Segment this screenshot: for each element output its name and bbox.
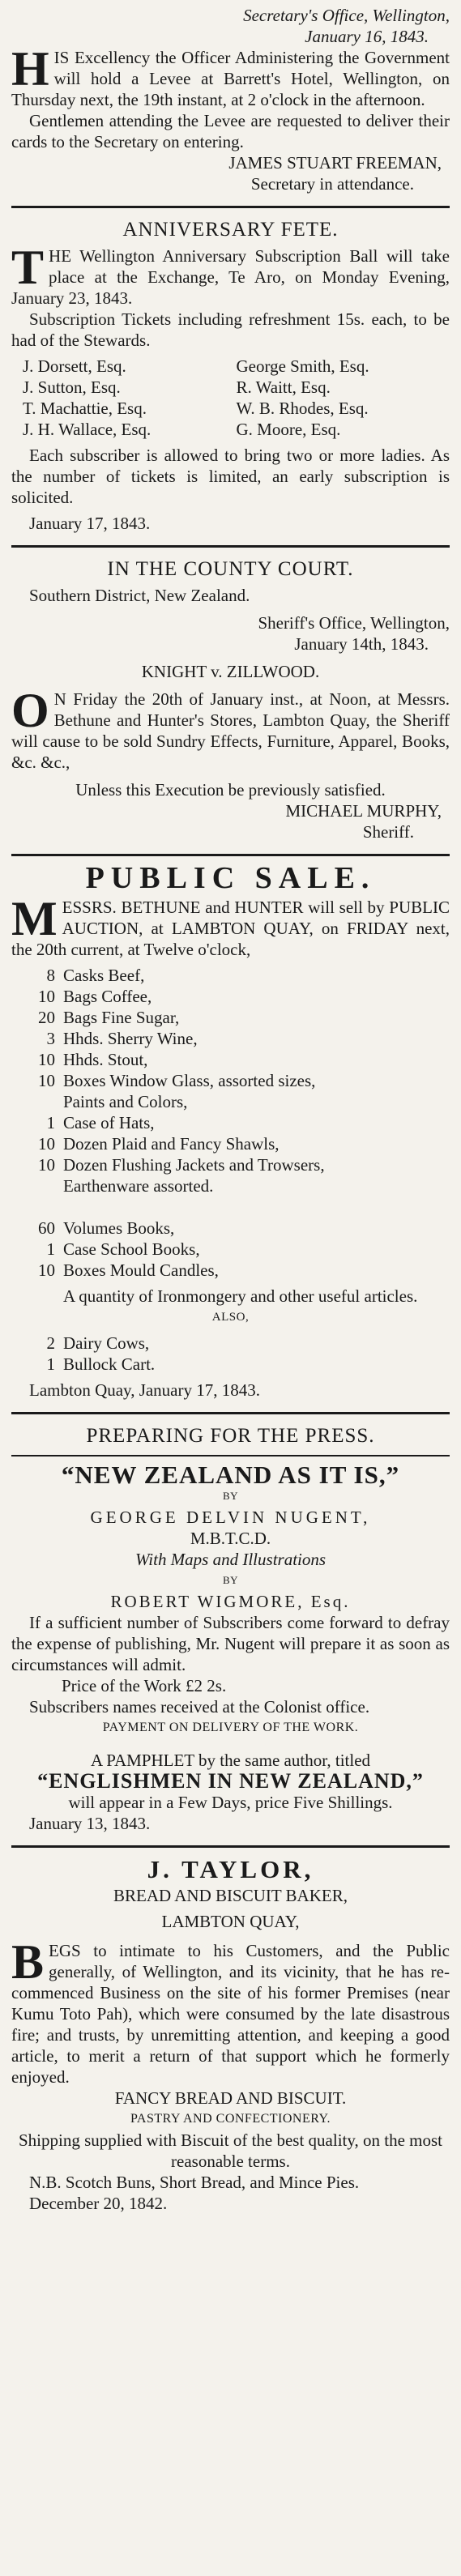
list-item: Paints and Colors, bbox=[63, 1092, 188, 1111]
sale-items bbox=[11, 965, 450, 1196]
court-office: Sheriff's Office, Wellington, bbox=[258, 613, 450, 633]
divider bbox=[11, 1455, 450, 1456]
press-pamphlet-note: will appear in a Few Days, price Five Shillings. bbox=[68, 1793, 393, 1812]
levee-signature: JAMES STUART FREEMAN, bbox=[228, 153, 442, 173]
baker-dropcap: B bbox=[11, 1935, 45, 1989]
fete-body-3: Each subscriber is allowed to bring two or more ladies. As the number of tickets is limited, an early subscription is solicited. bbox=[11, 446, 450, 507]
levee-office: Secretary's Office, Wellington, bbox=[243, 6, 450, 25]
press-subscribers: Subscribers names received at the Colonist office. bbox=[29, 1697, 370, 1717]
levee-dropcap: H bbox=[11, 42, 49, 96]
press-title: “NEW ZEALAND AS IT IS,” bbox=[61, 1461, 400, 1489]
divider bbox=[11, 545, 450, 548]
court-signature: MICHAEL MURPHY, bbox=[285, 801, 442, 821]
sale-items-2 bbox=[11, 1218, 450, 1281]
list-item: 10 Boxes Mould Candles, bbox=[38, 1260, 219, 1280]
press-payment: PAYMENT ON DELIVERY OF THE WORK. bbox=[102, 1721, 359, 1734]
press-date: January 13, 1843. bbox=[29, 1814, 151, 1833]
steward: J. Dorsett, Esq. bbox=[23, 356, 126, 376]
press-maps: With Maps and Illustrations bbox=[134, 1550, 327, 1569]
fete-date: January 17, 1843. bbox=[29, 514, 151, 533]
list-item: 10 Hhds. Stout, bbox=[38, 1050, 148, 1069]
baker-name: J. TAYLOR, bbox=[147, 1855, 314, 1883]
press-by: BY bbox=[222, 1490, 239, 1502]
steward: George Smith, Esq. bbox=[236, 356, 369, 376]
divider bbox=[11, 206, 450, 208]
stewards-list bbox=[11, 356, 450, 440]
sale-heading: PUBLIC SALE. bbox=[85, 861, 376, 895]
court-date: January 14th, 1843. bbox=[294, 634, 429, 654]
list-item: 10 Dozen Plaid and Fancy Shawls, bbox=[38, 1134, 280, 1154]
list-item: Earthenware assorted. bbox=[63, 1176, 214, 1196]
press-price: Price of the Work £2 2s. bbox=[62, 1676, 227, 1695]
sale-notice bbox=[11, 861, 450, 1401]
press-body: If a sufficient number of Subscribers come forward to defray the expense of publishing, Mr. Nugent will prepare it as soon as circumstances will admit. bbox=[11, 1613, 450, 1674]
press-degree: M.B.T.C.D. bbox=[190, 1529, 271, 1548]
list-item: 3 Hhds. Sherry Wine, bbox=[46, 1029, 198, 1048]
baker-notice bbox=[11, 1855, 450, 2214]
fete-notice bbox=[11, 220, 450, 534]
court-role: Sheriff. bbox=[362, 822, 414, 842]
levee-body: IS Excellency the Officer Administering the Government will hold a Levee at Barrett's Hotel, Wellington, on Thursday next, the 19th instant, at 2 o'clock in the afternoon. bbox=[11, 48, 450, 109]
list-item: 10 Boxes Window Glass, assorted sizes, bbox=[38, 1071, 316, 1090]
fete-body: HE Wellington Anniversary Subscription Ball will take place at the Exchange, Te Aro, on Monday Evening, January 23, 1843. bbox=[11, 246, 450, 308]
sale-body: ESSRS. BETHUNE and HUNTER will sell by PUBLIC AUCTION, at LAMBTON QUAY, on FRIDAY next, the 20th current, at Twelve o'clock, bbox=[11, 898, 450, 959]
fete-dropcap: T bbox=[11, 241, 45, 294]
steward: J. H. Wallace, Esq. bbox=[23, 420, 152, 439]
levee-role: Secretary in attendance. bbox=[250, 174, 414, 194]
steward: G. Moore, Esq. bbox=[236, 420, 341, 439]
baker-pastry: PASTRY AND CONFECTIONERY. bbox=[130, 2112, 331, 2126]
list-item: 1 Case School Books, bbox=[46, 1239, 200, 1259]
press-pamphlet: A PAMPHLET by the same author, titled bbox=[90, 1751, 371, 1770]
divider bbox=[11, 854, 450, 856]
fete-heading: ANNIVERSARY FETE. bbox=[122, 219, 339, 241]
steward: J. Sutton, Esq. bbox=[23, 377, 121, 397]
court-dropcap: O bbox=[11, 684, 49, 737]
divider bbox=[11, 1412, 450, 1414]
divider bbox=[11, 1845, 450, 1848]
press-heading: PREPARING FOR THE PRESS. bbox=[86, 1425, 375, 1447]
press-illustrator: ROBERT WIGMORE, Esq. bbox=[110, 1592, 351, 1611]
list-item: 10 Bags Coffee, bbox=[38, 987, 152, 1006]
baker-date: December 20, 1842. bbox=[29, 2194, 168, 2213]
list-item: 1 Bullock Cart. bbox=[46, 1354, 156, 1374]
list-item: 10 Dozen Flushing Jackets and Trowsers, bbox=[38, 1155, 325, 1175]
levee-date: January 16, 1843. bbox=[305, 27, 429, 46]
list-item: 20 Bags Fine Sugar, bbox=[38, 1008, 180, 1027]
levee-body-2: Gentlemen attending the Levee are requested to deliver their cards to the Secretary on entering. bbox=[11, 111, 450, 151]
baker-location: LAMBTON QUAY, bbox=[161, 1912, 300, 1931]
list-item: 8 Casks Beef, bbox=[46, 966, 145, 985]
list-item: 1 Case of Hats, bbox=[46, 1113, 155, 1132]
steward: T. Machattie, Esq. bbox=[23, 399, 147, 418]
sale-dropcap: M bbox=[11, 892, 58, 945]
sale-items-3 bbox=[11, 1333, 450, 1375]
court-body: N Friday the 20th of January inst., at Noon, at Messrs. Bethune and Hunter's Stores, Lambton Quay, the Sheriff will cause to be sold Sundry Effects, Furniture, Apparel, Books, &c. &c., bbox=[11, 689, 450, 772]
sale-also: ALSO, bbox=[211, 1311, 250, 1324]
press-notice bbox=[11, 1426, 450, 1834]
court-notice bbox=[11, 559, 450, 842]
press-pamphlet-title: “ENGLISHMEN IN NEW ZEALAND,” bbox=[37, 1769, 424, 1793]
court-heading: IN THE COUNTY COURT. bbox=[107, 558, 354, 580]
sale-ironmongery: A quantity of Ironmongery and other useful articles. bbox=[63, 1286, 418, 1306]
baker-body: EGS to intimate to his Customers, and the Public generally, of Wellington, and its vicinity, that he has re-commenced Business on the site of his former Premises (near Kumu Toto Pah), which were consumed by the late disastrous fire; and trusts, by unremitting attention, and keeping a good article, to merit a return of that support which he formerly enjoyed. bbox=[11, 1941, 450, 2087]
steward: W. B. Rhodes, Esq. bbox=[236, 399, 369, 418]
levee-notice bbox=[11, 5, 450, 194]
baker-nb: N.B. Scotch Buns, Short Bread, and Mince Pies. bbox=[29, 2173, 360, 2192]
press-by-2: BY bbox=[222, 1574, 239, 1586]
press-author: GEORGE DELVIN NUGENT, bbox=[90, 1508, 371, 1527]
sale-place: Lambton Quay, January 17, 1843. bbox=[29, 1380, 260, 1400]
court-district: Southern District, New Zealand. bbox=[29, 586, 250, 605]
steward: R. Waitt, Esq. bbox=[236, 377, 331, 397]
fete-body-2: Subscription Tickets including refreshment 15s. each, to be had of the Stewards. bbox=[11, 309, 450, 350]
court-case: KNIGHT v. ZILLWOOD. bbox=[141, 662, 320, 681]
baker-shipping: Shipping supplied with Biscuit of the best quality, on the most reasonable terms. bbox=[18, 2130, 443, 2171]
court-body-2: Unless this Execution be previously satisfied. bbox=[75, 780, 386, 800]
baker-trade: BREAD AND BISCUIT BAKER, bbox=[113, 1886, 348, 1905]
list-item: 60 Volumes Books, bbox=[38, 1218, 175, 1238]
baker-fancy: FANCY BREAD AND BISCUIT. bbox=[114, 2088, 347, 2108]
list-item: 2 Dairy Cows, bbox=[46, 1333, 150, 1353]
